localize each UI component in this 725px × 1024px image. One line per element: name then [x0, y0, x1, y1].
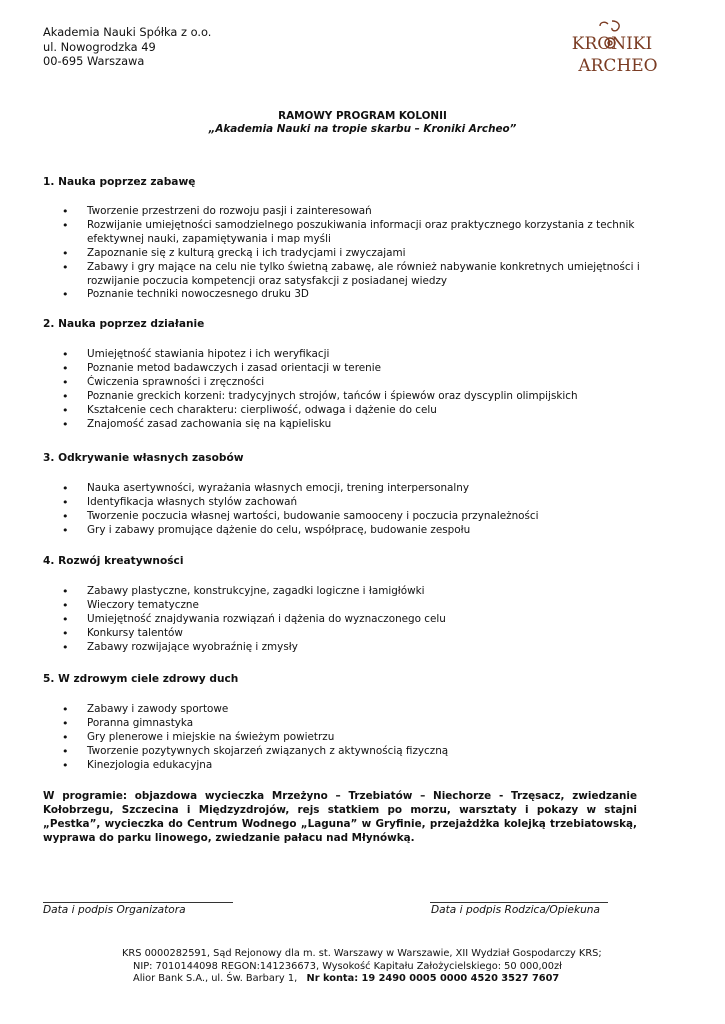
- bullet-icon: •: [62, 716, 69, 730]
- list-item: [43, 731, 642, 745]
- organizer-signature-label: Data i podpis Organizatora: [43, 904, 186, 916]
- company-address: [43, 25, 211, 69]
- logo-text-line1: KRONIKI: [571, 34, 653, 54]
- program-paragraph: W programie: objazdowa wycieczka Mrzeżyno – Trzebiatów – Niechorze - Trzęsacz, zwiedzanie Kołobrzegu, Szczecina i Międzyzdrojów, rejs statkiem po morzu, warsztaty i pokazy w stajni „Pestka”, wycieczka do Centrum Wodnego „Laguna” w Gryfinie, przejażdżka kolejką trzebiatowską, wyprawa do parku linowego, zwiedzanie pałacu nad Młynówką.: [43, 790, 637, 844]
- bullet-icon: •: [62, 730, 69, 744]
- footer: [0, 948, 725, 986]
- section-2: [43, 318, 643, 431]
- section-list: [43, 703, 642, 773]
- list-item: [43, 404, 642, 418]
- bullet-icon: •: [62, 523, 69, 537]
- list-item: [43, 247, 642, 261]
- bullet-icon: •: [62, 626, 69, 640]
- bullet-icon: •: [62, 703, 69, 716]
- list-item: [43, 348, 642, 362]
- bullet-icon: •: [62, 288, 69, 302]
- list-item: [43, 261, 642, 289]
- section-4: [43, 555, 643, 654]
- list-item: [43, 599, 642, 613]
- list-item: [43, 362, 642, 376]
- list-item: [43, 418, 642, 432]
- list-item-text: Zabawy rozwijające wyobraźnię i zmysły: [87, 640, 298, 653]
- bullet-icon: •: [62, 361, 69, 375]
- parent-signature-line: [430, 902, 608, 903]
- bullet-icon: •: [62, 640, 69, 654]
- document-title: RAMOWY PROGRAM KOLONII: [278, 110, 447, 122]
- section-heading: 5. W zdrowym ciele zdrowy duch: [43, 673, 239, 685]
- section-5: [43, 673, 643, 772]
- bullet-icon: •: [62, 758, 69, 772]
- bullet-icon: •: [62, 495, 69, 509]
- list-item-text: Poznanie techniki nowoczesnego druku 3D: [87, 288, 309, 301]
- bullet-icon: •: [62, 417, 69, 431]
- list-item: [43, 759, 642, 773]
- list-item-text: Wieczory tematyczne: [87, 598, 199, 611]
- list-item: [43, 641, 642, 655]
- logo-graphic: [560, 18, 665, 80]
- list-item-text: Tworzenie przestrzeni do rozwoju pasji i zainteresowań: [87, 205, 372, 217]
- list-item: [43, 745, 642, 759]
- list-item-text: Poznanie metod badawczych i zasad orientacji w terenie: [87, 361, 381, 374]
- list-item: [43, 717, 642, 731]
- list-item-text: Konkursy talentów: [87, 626, 183, 639]
- list-item-text: Umiejętność znajdywania rozwiązań i dążenia do wyznaczonego celu: [87, 612, 446, 625]
- list-item-text: Zabawy i zawody sportowe: [87, 703, 229, 715]
- list-item-text: Zapoznanie się z kulturą grecką i ich tradycjami i zwyczajami: [87, 246, 406, 259]
- list-item: [43, 219, 642, 247]
- list-item-text: Identyfikacja własnych stylów zachowań: [87, 495, 298, 508]
- list-item-text: Poranna gimnastyka: [87, 716, 194, 729]
- bullet-icon: •: [62, 585, 69, 598]
- bullet-icon: •: [62, 205, 69, 218]
- footer-krs: KRS 0000282591, Sąd Rejonowy dla m. st. Warszawy w Warszawie, XII Wydział Gospodarczy KRS;: [122, 948, 602, 959]
- list-item: [43, 496, 642, 510]
- bullet-icon: •: [62, 509, 69, 523]
- list-item: [43, 510, 642, 524]
- list-item-text: Gry plenerowe i miejskie na świeżym powietrzu: [87, 730, 335, 743]
- list-item: [43, 613, 642, 627]
- bullet-icon: •: [62, 744, 69, 758]
- list-item: [43, 703, 642, 717]
- bullet-icon: •: [62, 612, 69, 626]
- list-item: [43, 376, 642, 390]
- list-item: [43, 627, 642, 641]
- list-item-text: Tworzenie poczucia własnej wartości, budowanie samooceny i poczucia przynależności: [87, 509, 539, 522]
- list-item: [43, 482, 642, 496]
- bullet-icon: •: [62, 348, 69, 361]
- bullet-icon: •: [62, 403, 69, 417]
- list-item-text: Ćwiczenia sprawności i zręczności: [87, 375, 265, 388]
- section-heading: 3. Odkrywanie własnych zasobów: [43, 452, 244, 464]
- list-item: [43, 390, 642, 404]
- logo-text-line2: ARCHEO: [578, 56, 658, 76]
- list-item: [43, 585, 642, 599]
- parent-signature-label: Data i podpis Rodzica/Opiekuna: [431, 904, 600, 916]
- bullet-icon: •: [62, 375, 69, 389]
- section-list: [43, 348, 642, 431]
- bullet-icon: •: [62, 218, 69, 232]
- footer-bank: [0, 973, 725, 986]
- list-item: [43, 205, 642, 219]
- list-item: [43, 288, 642, 302]
- company-name: Akademia Nauki Spółka z o.o.: [43, 25, 212, 39]
- footer-account-number: Nr konta: 19 2490 0005 0000 4520 3527 7607: [306, 973, 560, 984]
- document-subtitle: „Akademia Nauki na tropie skarbu – Kroniki Archeo”: [208, 123, 517, 135]
- list-item: [43, 524, 642, 538]
- section-heading: 1. Nauka poprzez zabawę: [43, 176, 196, 188]
- bullet-icon: •: [62, 389, 69, 403]
- list-item-text: Zabawy i gry mające na celu nie tylko świetną zabawę, ale również nabywanie konkretnych umiejętności i rozwijanie poczucia kompetencji oraz satysfakcji z posiadanej wiedzy: [87, 260, 640, 287]
- bullet-icon: •: [62, 246, 69, 260]
- company-city: 00-695 Warszawa: [43, 54, 145, 68]
- kroniki-archeo-logo: [560, 18, 665, 80]
- footer-nip: NIP: 7010144098 REGON:141236673, Wysokość Kapitału Założycielskiego: 50 000,00zł: [133, 960, 562, 972]
- section-1: [43, 176, 643, 302]
- section-heading: 2. Nauka poprzez działanie: [43, 318, 205, 330]
- bullet-icon: •: [62, 598, 69, 612]
- list-item-text: Poznanie greckich korzeni: tradycyjnych strojów, tańców i śpiewów oraz dyscyplin olimpijskich: [87, 389, 578, 402]
- list-item-text: Rozwijanie umiejętności samodzielnego poszukiwania informacji oraz praktycznego korzystania z technik efektywnej nauki, zapamiętywania i map myśli: [87, 218, 635, 245]
- list-item-text: Kinezjologia edukacyjna: [87, 758, 213, 771]
- list-item-text: Nauka asertywności, wyrażania własnych emocji, trening interpersonalny: [87, 482, 470, 494]
- list-item-text: Umiejętność stawiania hipotez i ich weryfikacji: [87, 348, 330, 360]
- list-item-text: Kształcenie cech charakteru: cierpliwość, odwaga i dążenie do celu: [87, 403, 437, 416]
- bullet-icon: •: [62, 260, 69, 274]
- list-item-text: Tworzenie pozytywnych skojarzeń związanych z aktywnością fizyczną: [87, 744, 449, 757]
- section-list: [43, 585, 642, 655]
- list-item-text: Gry i zabawy promujące dążenie do celu, współpracę, budowanie zespołu: [87, 523, 471, 536]
- list-item-text: Zabawy plastyczne, konstrukcyjne, zagadki logiczne i łamigłówki: [87, 585, 425, 597]
- organizer-signature-line: [43, 902, 233, 903]
- footer-bank-address: Alior Bank S.A., ul. Św. Barbary 1,: [133, 973, 307, 984]
- section-3: [43, 452, 643, 537]
- section-list: [43, 205, 642, 302]
- section-heading: 4. Rozwój kreatywności: [43, 555, 184, 567]
- company-street: ul. Nowogrodzka 49: [43, 39, 156, 54]
- list-item-text: Znajomość zasad zachowania się na kąpielisku: [87, 417, 332, 430]
- section-list: [43, 482, 642, 538]
- bullet-icon: •: [62, 482, 69, 495]
